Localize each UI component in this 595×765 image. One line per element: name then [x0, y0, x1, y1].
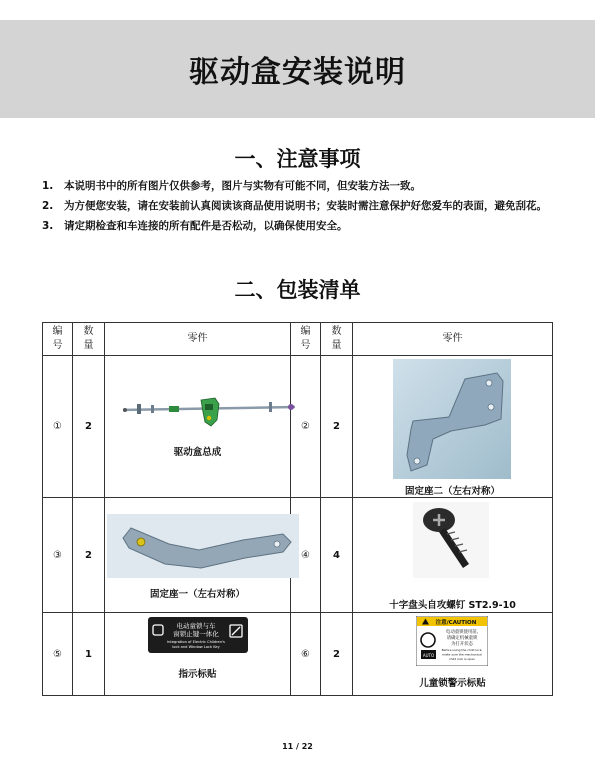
sticker-text: AUTO	[422, 653, 435, 658]
note-item	[42, 216, 562, 236]
sticker-text: 窗锁止键一体化	[173, 630, 219, 638]
part-name: 指示标贴	[178, 669, 217, 680]
part-number: ②	[291, 356, 321, 498]
part-number: ④	[291, 498, 321, 613]
notes-list	[42, 176, 562, 236]
mounting-bracket-two-image	[393, 359, 511, 479]
part-number: ⑥	[291, 613, 321, 696]
part-name: 固定座一（左右对称）	[149, 589, 245, 600]
table-row	[43, 356, 553, 498]
note-number: 3.	[42, 220, 54, 232]
col-header-qty: 数量	[73, 323, 105, 356]
col-header-part: 零件	[105, 323, 291, 356]
col-header-part: 零件	[353, 323, 553, 356]
note-text: 本说明书中的所有图片仅供参考，图片与实物有可能不同，但安装方法一致。	[64, 180, 421, 192]
part-number: ⑤	[43, 613, 73, 696]
sticker-caution-header: 注意/CAUTION	[435, 620, 477, 626]
part-quantity: 2	[321, 613, 353, 696]
part-quantity: 2	[321, 356, 353, 498]
page-title: 驱动盒安装说明	[189, 55, 406, 90]
sticker-text: Integration of Electric Children's	[167, 640, 225, 644]
part-name: 固定座二（左右对称）	[404, 486, 500, 497]
self-tapping-screw-image	[413, 502, 489, 578]
note-text: 请定期检查和车连接的所有配件是否松动，以确保使用安全。	[64, 220, 348, 232]
sticker-text: 请确定机械童锁	[446, 636, 478, 641]
part-number: ①	[43, 356, 73, 498]
note-text: 为方便您安装，请在安装前认真阅读该商品使用说明书；安装时需注意保护好您爱车的表面，避免刮花。	[64, 200, 547, 212]
part-cell	[353, 613, 553, 696]
part-name: 儿童锁警示标贴	[419, 678, 486, 689]
part-cell	[353, 498, 553, 613]
part-quantity: 2	[73, 498, 105, 613]
col-header-qty: 数量	[321, 323, 353, 356]
part-name: 十字盘头自攻螺钉 ST2.9-10	[389, 600, 516, 611]
part-name: 驱动盒总成	[173, 447, 222, 458]
part-cell	[105, 356, 291, 498]
note-number: 2.	[42, 200, 54, 212]
child-lock-warning-sticker-image	[416, 616, 488, 666]
packing-list-table	[42, 322, 553, 696]
sticker-text: 电动童锁使用前,	[445, 630, 479, 635]
sticker-text: child lock is open	[449, 657, 475, 661]
page-number: 11 / 22	[282, 742, 313, 751]
part-quantity: 1	[73, 613, 105, 696]
drive-box-assembly-image	[119, 390, 299, 430]
title-banner	[0, 20, 595, 118]
sticker-text: 为打开状态	[451, 642, 473, 647]
part-quantity: 4	[321, 498, 353, 613]
table-row	[43, 613, 553, 696]
mounting-bracket-one-image	[107, 514, 299, 578]
note-number: 1.	[42, 180, 54, 192]
table-header-row	[43, 323, 553, 356]
sticker-text: 电动童锁与车	[176, 622, 216, 630]
col-header-no: 编号	[291, 323, 321, 356]
section-title-notes: 一、注意事项	[234, 147, 361, 171]
note-item	[42, 196, 562, 216]
note-item	[42, 176, 562, 196]
part-cell	[105, 613, 291, 696]
section-title-packing-list: 二、包装清单	[234, 278, 361, 302]
part-cell	[105, 498, 291, 613]
indicator-sticker-image	[148, 617, 248, 653]
part-cell	[353, 356, 553, 498]
part-quantity: 2	[73, 356, 105, 498]
sticker-text: make sure the mechanical	[442, 652, 482, 657]
sticker-text: lock and Window Lock Key	[172, 645, 220, 649]
col-header-no: 编号	[43, 323, 73, 356]
sticker-text: Before using the child lock,	[441, 648, 483, 652]
table-row	[43, 498, 553, 613]
part-number: ③	[43, 498, 73, 613]
